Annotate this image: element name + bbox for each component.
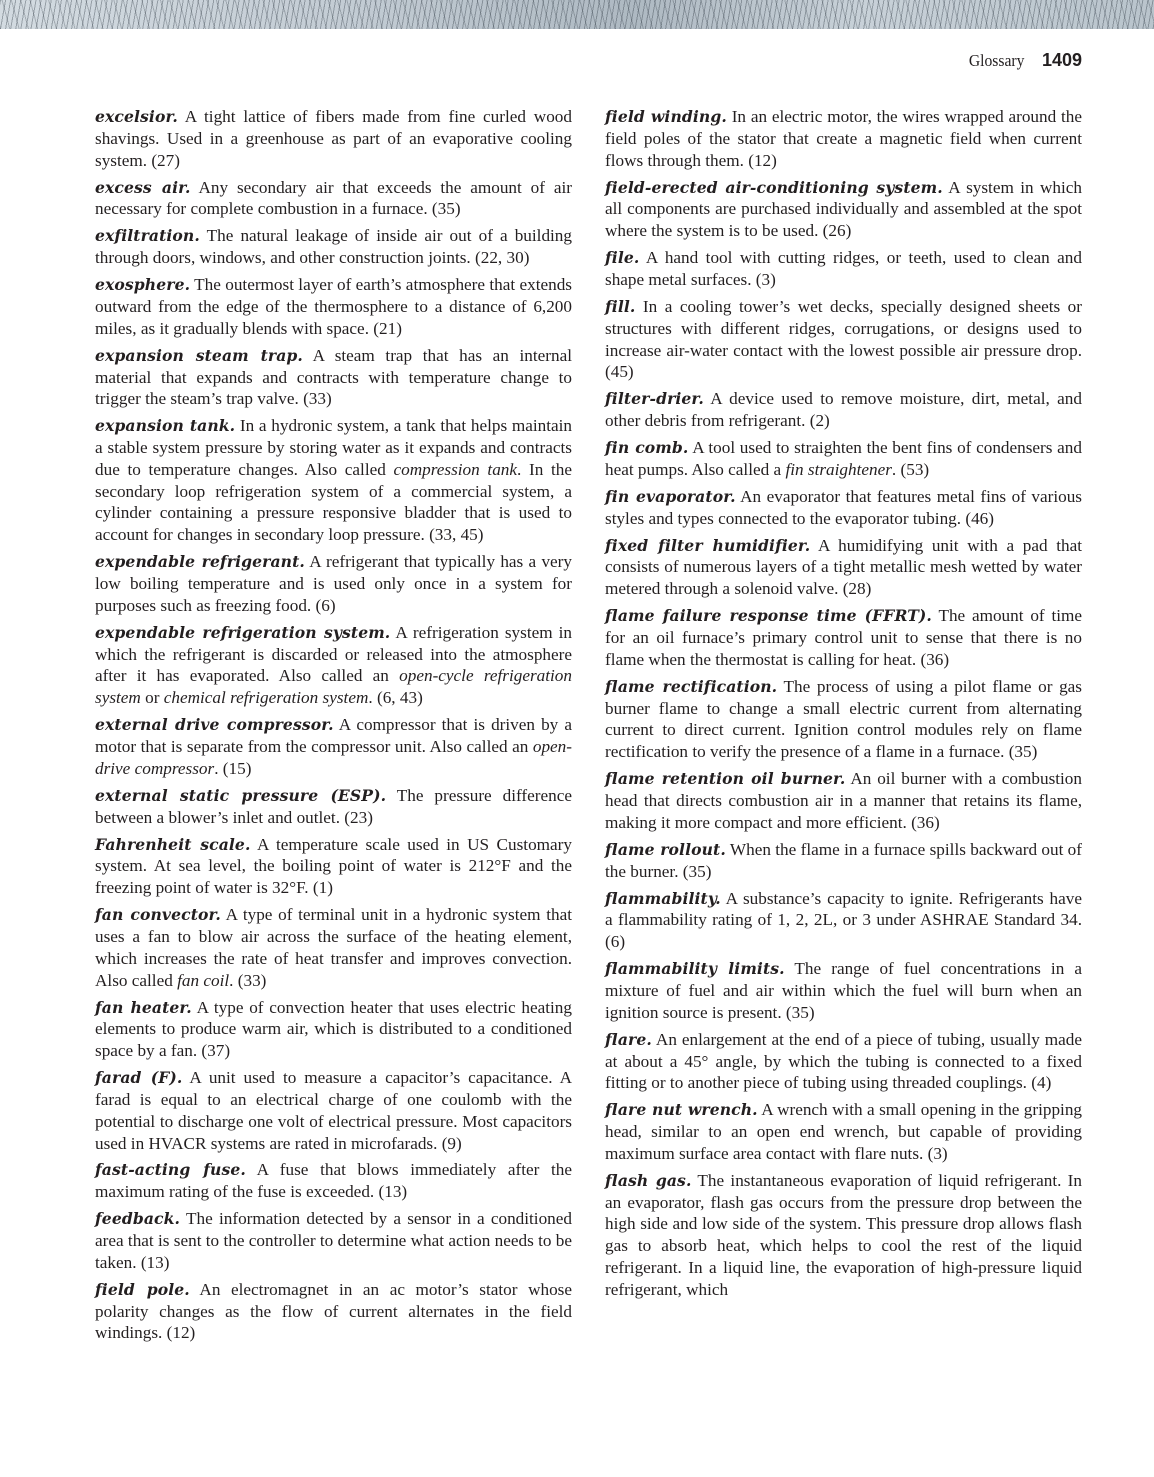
definition-text: When the flame in a furnace spills backward out of the burner. (35) xyxy=(605,839,1083,881)
glossary-term: expansion steam trap. xyxy=(95,345,303,365)
glossary-entry xyxy=(605,676,1082,763)
glossary-term: expendable refrigeration system. xyxy=(95,622,391,642)
glossary-term: filter-drier. xyxy=(605,389,704,409)
definition-text: A humidifying unit with a pad that consists of numerous layers of a tight metallic mesh wetted by water metered through a solenoid valve. (28) xyxy=(605,535,1082,599)
definition-text: . (15) xyxy=(214,758,252,778)
definition-text: The natural leakage of inside air out of a building through doors, windows, and other construction joints. (22, 30) xyxy=(95,226,572,268)
glossary-term: field winding. xyxy=(605,107,727,126)
running-head xyxy=(964,50,1083,76)
glossary-term: field-erected air-conditioning system. xyxy=(605,177,943,197)
definition-text: . (53) xyxy=(891,459,930,479)
glossary-term: flammability. xyxy=(605,888,721,908)
glossary-term: excess air. xyxy=(95,177,191,197)
glossary-entry xyxy=(95,415,572,546)
definition-text: A compressor that is driven by a motor that is separate from the compressor unit. Also called an xyxy=(95,715,573,757)
glossary-column-right xyxy=(605,106,1082,1306)
definition-text: The range of fuel concentrations in a mixture of fuel and air within which the fuel will burn when an ignition source is present. (35) xyxy=(605,959,1083,1022)
definition-text: A refrigerant that typically has a very low boiling temperature and is used only once in a system for purposes such as freezing food. (6) xyxy=(95,552,572,615)
glossary-term: fixed filter humidifier. xyxy=(605,535,811,555)
definition-text: A fuse that blows immediately after the maximum rating of the fuse is exceeded. (13) xyxy=(95,1160,572,1202)
definition-text: The instantaneous evaporation of liquid refrigerant. In an evaporator, flash gas occurs from the pressure drop between the high side and low side of the system. This pressure drop allows flash gas to absorb heat, which helps to cool the rest of the liquid refrigerant. In a liquid line, the evaporation of high-pressure liquid refrigerant, which xyxy=(605,1170,1082,1299)
definition-text: A tool used to straighten the bent fins of condensers and heat pumps. Also called a xyxy=(605,438,1082,479)
glossary-entry xyxy=(605,768,1082,833)
glossary-term: feedback. xyxy=(95,1209,181,1229)
definition-text: A device used to remove moisture, dirt, metal, and other debris from refrigerant. (2) xyxy=(605,389,1082,431)
glossary-term: flame rectification. xyxy=(605,676,778,696)
definition-text: The outermost layer of earth’s atmosphere that extends outward from the edge of the thermosphere to a distance of 6,200 miles, as it gradually blends with space. (21) xyxy=(95,275,572,338)
glossary-term: flame retention oil burner. xyxy=(605,769,846,789)
glossary-term: field pole. xyxy=(95,1279,190,1299)
glossary-entry xyxy=(605,388,1082,432)
glossary-term: exosphere. xyxy=(95,275,191,295)
definition-text: A unit used to measure a capacitor’s capacitance. A farad is equal to an electrical charge of one coulomb with the potential to discharge one volt of electrical pressure. Most capacitors used in HVACR systems are rated in microfarads. (9) xyxy=(95,1068,572,1153)
glossary-entry xyxy=(95,622,572,709)
glossary-entry xyxy=(605,106,1082,171)
glossary-entry xyxy=(95,345,572,410)
glossary-term: farad (F). xyxy=(95,1068,183,1088)
glossary-entry xyxy=(605,177,1082,242)
glossary-entry xyxy=(95,1279,572,1344)
glossary-term: file. xyxy=(605,248,640,268)
definition-text: A type of convection heater that uses electric heating elements to produce warm air, which is distributed to a conditioned space by a fan. (37) xyxy=(95,997,572,1061)
glossary-entry xyxy=(605,486,1082,530)
alternate-term: open-cycle refrigeration system xyxy=(95,666,572,708)
glossary-entry xyxy=(95,1159,572,1203)
glossary-entry xyxy=(605,1170,1082,1301)
glossary-entry xyxy=(605,839,1082,883)
glossary-entry xyxy=(95,1067,572,1154)
definition-text: An oil burner with a combustion head that directs combustion air in a manner that retains its flame, making it more compact and more efficient. (36) xyxy=(605,769,1082,832)
glossary-entry xyxy=(605,888,1082,953)
glossary-term: flash gas. xyxy=(605,1170,692,1190)
glossary-term: flammability limits. xyxy=(605,959,785,979)
glossary-term: fin comb. xyxy=(605,438,689,458)
definition-text: A steam trap that has an internal material that expands and contracts with temperature change to trigger the steam’s trap valve. (33) xyxy=(95,345,572,409)
glossary-term: flame failure response time (FFRT). xyxy=(605,606,932,626)
definition-text: The pressure difference between a blower’s inlet and outlet. (23) xyxy=(95,785,572,827)
definition-text: An evaporator that features metal fins of various styles and types connected to the evaporator tubing. (46) xyxy=(605,486,1082,528)
definition-text: A temperature scale used in US Customary system. At sea level, the boiling point of water is 212°F and the freezing point of water is 32°F. (1) xyxy=(95,834,572,898)
alternate-term: fin straightener xyxy=(785,459,892,479)
glossary-entry xyxy=(95,274,572,339)
glossary-entry xyxy=(605,1099,1082,1164)
definition-text: An electromagnet in an ac motor’s stator whose polarity changes as the flow of current alternates in the field windings. (12) xyxy=(95,1279,572,1343)
definition-text: A wrench with a small opening in the gripping head, similar to an open end wrench, but capable of providing maximum surface area contact with flare nuts. (3) xyxy=(605,1100,1083,1163)
glossary-entry xyxy=(605,605,1082,670)
alternate-term: fan coil xyxy=(177,970,230,990)
glossary-term: expansion tank. xyxy=(95,416,236,436)
glossary-entry xyxy=(605,535,1082,600)
definition-text: A hand tool with cutting ridges, or teeth, used to clean and shape metal surfaces. (3) xyxy=(605,248,1082,289)
definition-text: A tight lattice of fibers made from fine curled wood shavings. Used in a greenhouse as part of an evaporative cooling system. (27) xyxy=(95,107,572,170)
alternate-term: chemical refrigeration system xyxy=(163,688,369,708)
definition-text: A refrigeration system in which the refrigerant is discarded or released into the atmosphere after it has evaporated. Also called an xyxy=(95,622,573,686)
glossary-term: Fahrenheit scale. xyxy=(95,834,251,854)
definition-text: or xyxy=(140,688,164,708)
glossary-entry xyxy=(95,177,572,221)
glossary-entry xyxy=(95,225,572,269)
glossary-term: exfiltration. xyxy=(95,226,200,246)
glossary-entry xyxy=(95,714,572,779)
glossary-column-left xyxy=(95,106,572,1349)
definition-text: A system in which all components are purchased individually and assembled at the spot where the system is to be used. (26) xyxy=(605,177,1082,241)
page-number: 1409 xyxy=(1041,50,1082,70)
section-label: Glossary xyxy=(968,51,1024,70)
glossary-term: expendable refrigerant. xyxy=(95,552,305,572)
glossary-entry xyxy=(95,1208,572,1273)
definition-text: . (6, 43) xyxy=(368,688,423,708)
definition-text: . In the secondary loop refrigeration system of a commercial system, a cylinder containing a pressure responsive bladder that is used to account for changes in secondary loop pressure. (33, 45) xyxy=(95,459,572,545)
glossary-entry xyxy=(605,247,1082,291)
glossary-term: fill. xyxy=(605,296,636,316)
definition-text: . (33) xyxy=(229,970,267,990)
alternate-term: open-drive compressor xyxy=(95,737,572,778)
definition-text: In a cooling tower’s wet decks, specially designed sheets or structures with different ridges, corrugations, or designs used to increase air-water contact with the lowest possible air pressure drop. (45) xyxy=(605,296,1082,382)
glossary-term: flare nut wrench. xyxy=(605,1100,758,1120)
glossary-entry xyxy=(95,106,572,171)
alternate-term: compression tank xyxy=(393,459,518,479)
glossary-term: fan convector. xyxy=(95,905,221,925)
decorative-header-banner xyxy=(0,0,1154,29)
glossary-term: fin evaporator. xyxy=(605,486,736,506)
glossary-entry xyxy=(95,551,572,616)
definition-text: An enlargement at the end of a piece of tubing, usually made at about a 45° angle, by which the tubing is connected to a fixed fitting or to another piece of tubing using threaded couplings. (4) xyxy=(605,1029,1082,1093)
glossary-entry xyxy=(605,1029,1082,1094)
glossary-term: flare. xyxy=(605,1029,652,1049)
glossary-entry xyxy=(95,997,572,1062)
glossary-entry xyxy=(95,834,572,899)
definition-text: The amount of time for an oil furnace’s primary control unit to sense that there is no flame when the thermostat is calling for heat. (36) xyxy=(605,606,1082,669)
glossary-entry xyxy=(605,296,1082,383)
glossary-term: fan heater. xyxy=(95,997,192,1017)
definition-text: In a hydronic system, a tank that helps maintain a stable system pressure by storing water as it expands and contracts due to temperature changes. Also called xyxy=(95,416,573,479)
definition-text: A type of terminal unit in a hydronic system that uses a fan to blow air across the surface of the heating element, which increases the rate of heat transfer and improves convection. Also called xyxy=(95,905,572,990)
glossary-term: external static pressure (ESP). xyxy=(95,785,387,805)
definition-text: In an electric motor, the wires wrapped around the field poles of the stator that create a magnetic field when current flows through them. (12) xyxy=(605,107,1082,170)
definition-text: The process of using a pilot flame or gas burner flame to change a small electric current from alternating current to direct current. Ignition control modules rely on flame rectification to verify the presence of a flame in a furnace. (35) xyxy=(605,676,1082,762)
glossary-entry xyxy=(95,904,572,991)
glossary-term: excelsior. xyxy=(95,107,178,126)
glossary-term: flame rollout. xyxy=(605,839,726,859)
glossary-entry xyxy=(95,785,572,829)
glossary-term: fast-acting fuse. xyxy=(95,1160,246,1180)
definition-text: A substance’s capacity to ignite. Refrigerants have a flammability rating of 1, 2, 2L, or 3 under ASHRAE Standard 34. (6) xyxy=(605,888,1082,952)
definition-text: The information detected by a sensor in a conditioned area that is sent to the controller to determine what action needs to be taken. (13) xyxy=(95,1209,572,1272)
definition-text: Any secondary air that exceeds the amount of air necessary for complete combustion in a furnace. (35) xyxy=(95,177,572,219)
glossary-entry xyxy=(605,958,1082,1023)
glossary-entry xyxy=(605,437,1082,481)
glossary-term: external drive compressor. xyxy=(95,715,334,735)
